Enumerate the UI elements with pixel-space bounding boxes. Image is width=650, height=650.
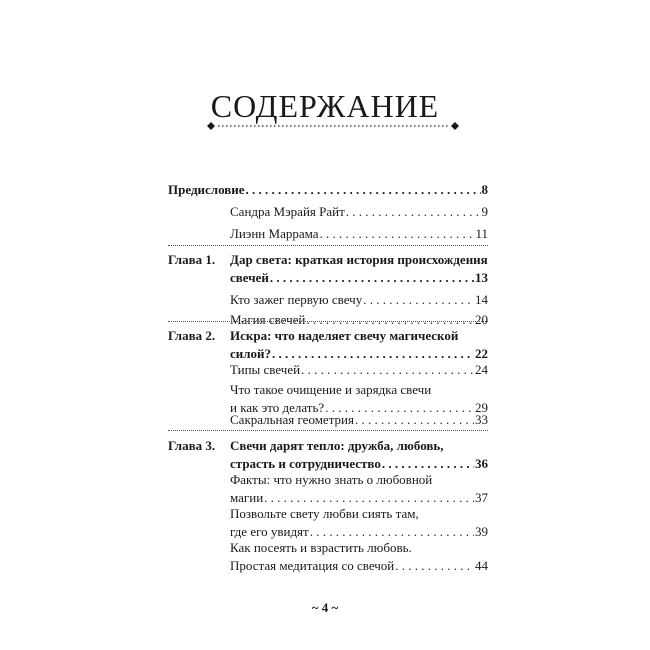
toc-subentry-title: где его увидят — [230, 524, 309, 539]
toc-subentry-title: Магия свечей — [230, 312, 306, 327]
leader-dots — [363, 291, 474, 309]
chapter-title-line: Искра: что наделяет свечу магической — [230, 328, 459, 343]
toc-chapter-1[interactable] — [230, 251, 488, 287]
chapter-number: Глава 2. — [168, 328, 216, 343]
toc-subentry-title: Кто зажег первую свечу — [230, 292, 363, 307]
toc-subentry-title: Как посеять и взрастить любовь. — [230, 540, 412, 555]
toc-subentry[interactable] — [230, 411, 488, 429]
toc-chapter-2[interactable] — [230, 327, 488, 363]
toc-page: 29 — [475, 400, 488, 415]
page-number: ~ 4 ~ — [311, 600, 339, 615]
toc-subentry[interactable] — [230, 361, 488, 379]
chapter-title-line: свечей — [230, 270, 269, 285]
toc-subentry[interactable] — [230, 291, 488, 309]
toc-subentry-title: Позвольте свету любви сиять там, — [230, 506, 419, 521]
toc-subentry-title: Факты: что нужно знать о любовной — [230, 472, 433, 487]
toc-page: 36 — [475, 456, 488, 471]
toc-page: 24 — [475, 362, 488, 377]
toc-title: Предисловие — [168, 182, 245, 197]
toc-page: 9 — [481, 204, 488, 219]
toc-page: 22 — [475, 346, 488, 361]
leader-dots — [395, 557, 474, 575]
toc-subentry[interactable] — [230, 203, 488, 221]
leader-dots — [320, 225, 475, 243]
leader-dots — [346, 203, 481, 221]
toc-subentry[interactable] — [230, 471, 488, 507]
toc-subentry-title: магии — [230, 490, 264, 505]
toc-subentry-title: Типы свечей — [230, 362, 301, 377]
toc-page: 20 — [475, 312, 488, 327]
section-divider — [168, 245, 488, 246]
toc-subentry[interactable] — [230, 539, 488, 575]
chapter-title-line: Дар света: краткая история происхождения — [230, 252, 488, 267]
toc-page: 39 — [475, 524, 488, 539]
chapter-number: Глава 3. — [168, 438, 216, 453]
toc-subentry-title: Сакральная геометрия — [230, 412, 354, 427]
toc-page: 37 — [475, 490, 488, 505]
toc-page: 8 — [481, 182, 488, 197]
section-divider — [168, 321, 488, 322]
toc-subentry-title: Простая медитация со свечой — [230, 558, 395, 573]
leader-dots — [355, 411, 474, 429]
toc-chapter-3[interactable] — [230, 437, 488, 473]
chapter-title-line: Свечи дарят тепло: дружба, любовь, — [230, 438, 444, 453]
toc-page: 33 — [475, 412, 488, 427]
toc-entry-preface[interactable] — [168, 181, 488, 199]
title-ornament — [206, 121, 460, 131]
page-title: СОДЕРЖАНИЕ — [210, 88, 440, 124]
toc-subentry[interactable] — [230, 225, 488, 243]
toc-subentry-title: и как это делать? — [230, 400, 325, 415]
leader-dots — [301, 361, 474, 379]
toc-subentry-title: Лиэнн Маррама — [230, 226, 319, 241]
chapter-number: Глава 1. — [168, 252, 216, 267]
chapter-title-line: страсть и сотрудничество — [230, 456, 381, 471]
leader-dots — [246, 181, 481, 199]
toc-subentry[interactable] — [230, 505, 488, 541]
toc-subentry-title: Что такое очищение и зарядка свечи — [230, 382, 432, 397]
toc-page: 14 — [475, 292, 488, 307]
section-divider — [168, 430, 488, 431]
toc-subentry-title: Сандра Мэрайя Райт — [230, 204, 345, 219]
leader-dots — [270, 269, 474, 287]
chapter-title-line: силой? — [230, 346, 272, 361]
toc-page: 44 — [475, 558, 488, 573]
toc-page: 13 — [475, 270, 488, 285]
toc-page: 11 — [475, 226, 488, 241]
